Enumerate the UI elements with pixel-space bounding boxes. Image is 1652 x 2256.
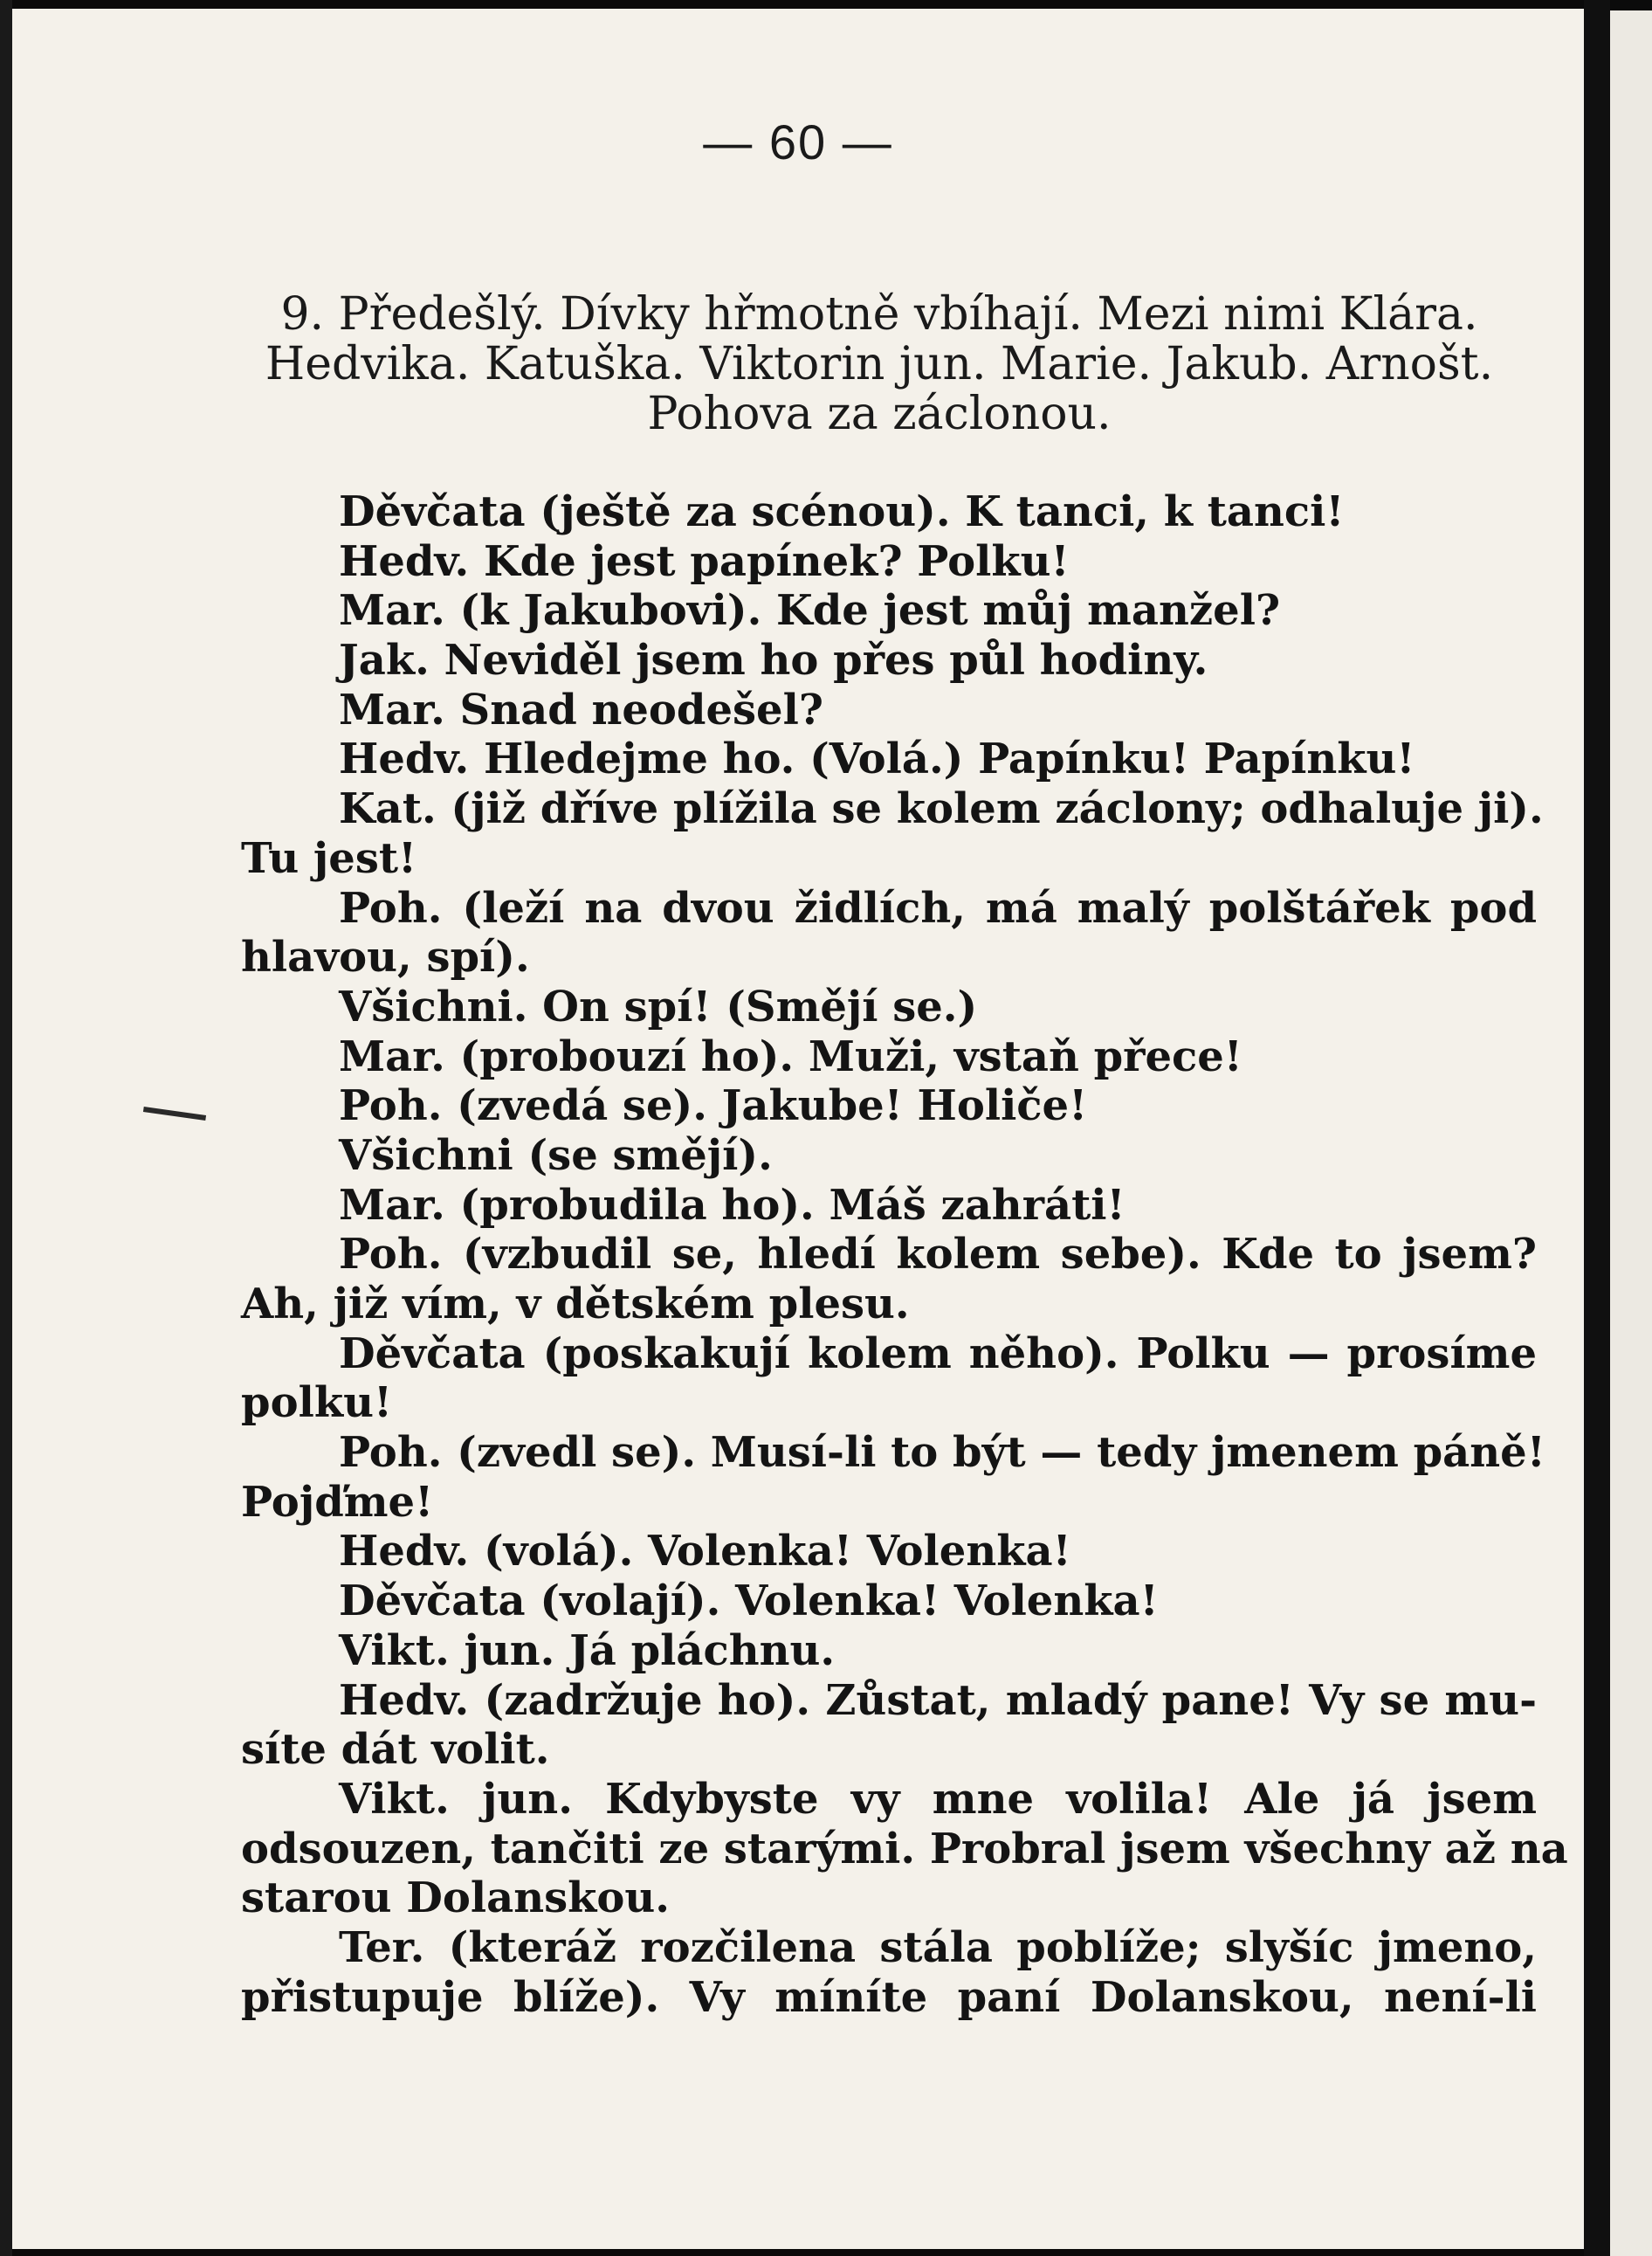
text-line: Vikt. jun. Já pláchnu. [339,1625,836,1675]
text-line: Jak. Neviděl jsem ho přes půl hodiny. [339,636,1208,686]
text-line: Pojďme! [241,1477,434,1527]
page-number: — 60 — [703,114,893,169]
scene-heading [229,290,1530,439]
text-line: Ter. (kteráž rozčilena stála poblíže; slyšíc jmeno, [339,1922,1537,1972]
text-line: Hedv. (zadržuje ho). Zůstat, mladý pane! Vy se mu- [339,1675,1537,1725]
text-line: Poh. (zvedl se). Musí-li to být — tedy jmenem páně! [339,1428,1545,1478]
text-line: hlavou, spí). [241,933,530,983]
text-line: Děvčata (ještě za scénou). K tanci, k tanci! [339,487,1345,536]
text-line: Hedv. (volá). Volenka! Volenka! [339,1527,1071,1576]
text-line: odsouzen, tančiti ze starými. Probral jsem všechny až na [241,1824,1568,1873]
text-line: Mar. (k Jakubovi). Kde jest můj manžel? [339,586,1281,636]
text-line: Všichni (se smějí). [339,1130,773,1180]
text-line: Mar. (probudila ho). Máš zahráti! [339,1180,1125,1230]
book-page [12,9,1584,2249]
scene-heading-line: Pohova za záclonou. [647,388,1112,440]
text-line: Děvčata (volají). Volenka! Volenka! [339,1576,1159,1626]
text-line: polku! [241,1378,393,1428]
margin-mark [143,1107,206,1121]
text-line: síte dát volit. [241,1725,550,1775]
dialogue-text [241,487,1568,2022]
text-line: přistupuje blíže). Vy míníte paní Dolanskou, není-li [241,1972,1537,2022]
text-line: Děvčata (poskakují kolem něho). Polku — prosíme [339,1328,1537,1378]
text-line: Hedv. Kde jest papínek? Polku! [339,536,1070,586]
scene-heading-line: Hedvika. Katuška. Viktorin jun. Marie. Jakub. Arnošt. [265,338,1494,390]
scan-gutter [1584,0,1610,2256]
text-line: Mar. (probouzí ho). Muži, vstaň přece! [339,1031,1242,1081]
text-line: Ah, již vím, v dětském plesu. [241,1280,910,1328]
text-line: Všichni. On spí! (Smějí se.) [339,982,978,1031]
text-line: Mar. Snad neodešel? [339,685,823,735]
text-line: Kat. (již dříve plížila se kolem záclony; odhaluje ji). [339,784,1544,834]
text-line: Tu jest! [241,833,417,883]
scan-left-edge [0,0,12,2256]
scene-heading-line: 9. Předešlý. Dívky hřmotně vbíhají. Mezi nimi Klára. [280,288,1478,341]
text-line: Hedv. Hledejme ho. (Volá.) Papínku! Papínku! [339,735,1415,784]
text-line: Poh. (vzbudil se, hledí kolem sebe). Kde to jsem? [339,1230,1537,1280]
text-line: Vikt. jun. Kdybyste vy mne volila! Ale já jsem [339,1774,1537,1824]
text-line: starou Dolanskou. [241,1873,670,1923]
text-line: Poh. (zvedá se). Jakube! Holiče! [339,1081,1088,1131]
scan-next-page-edge [1610,10,1652,2256]
text-line: Poh. (leží na dvou židlích, má malý polštářek pod [339,883,1537,933]
